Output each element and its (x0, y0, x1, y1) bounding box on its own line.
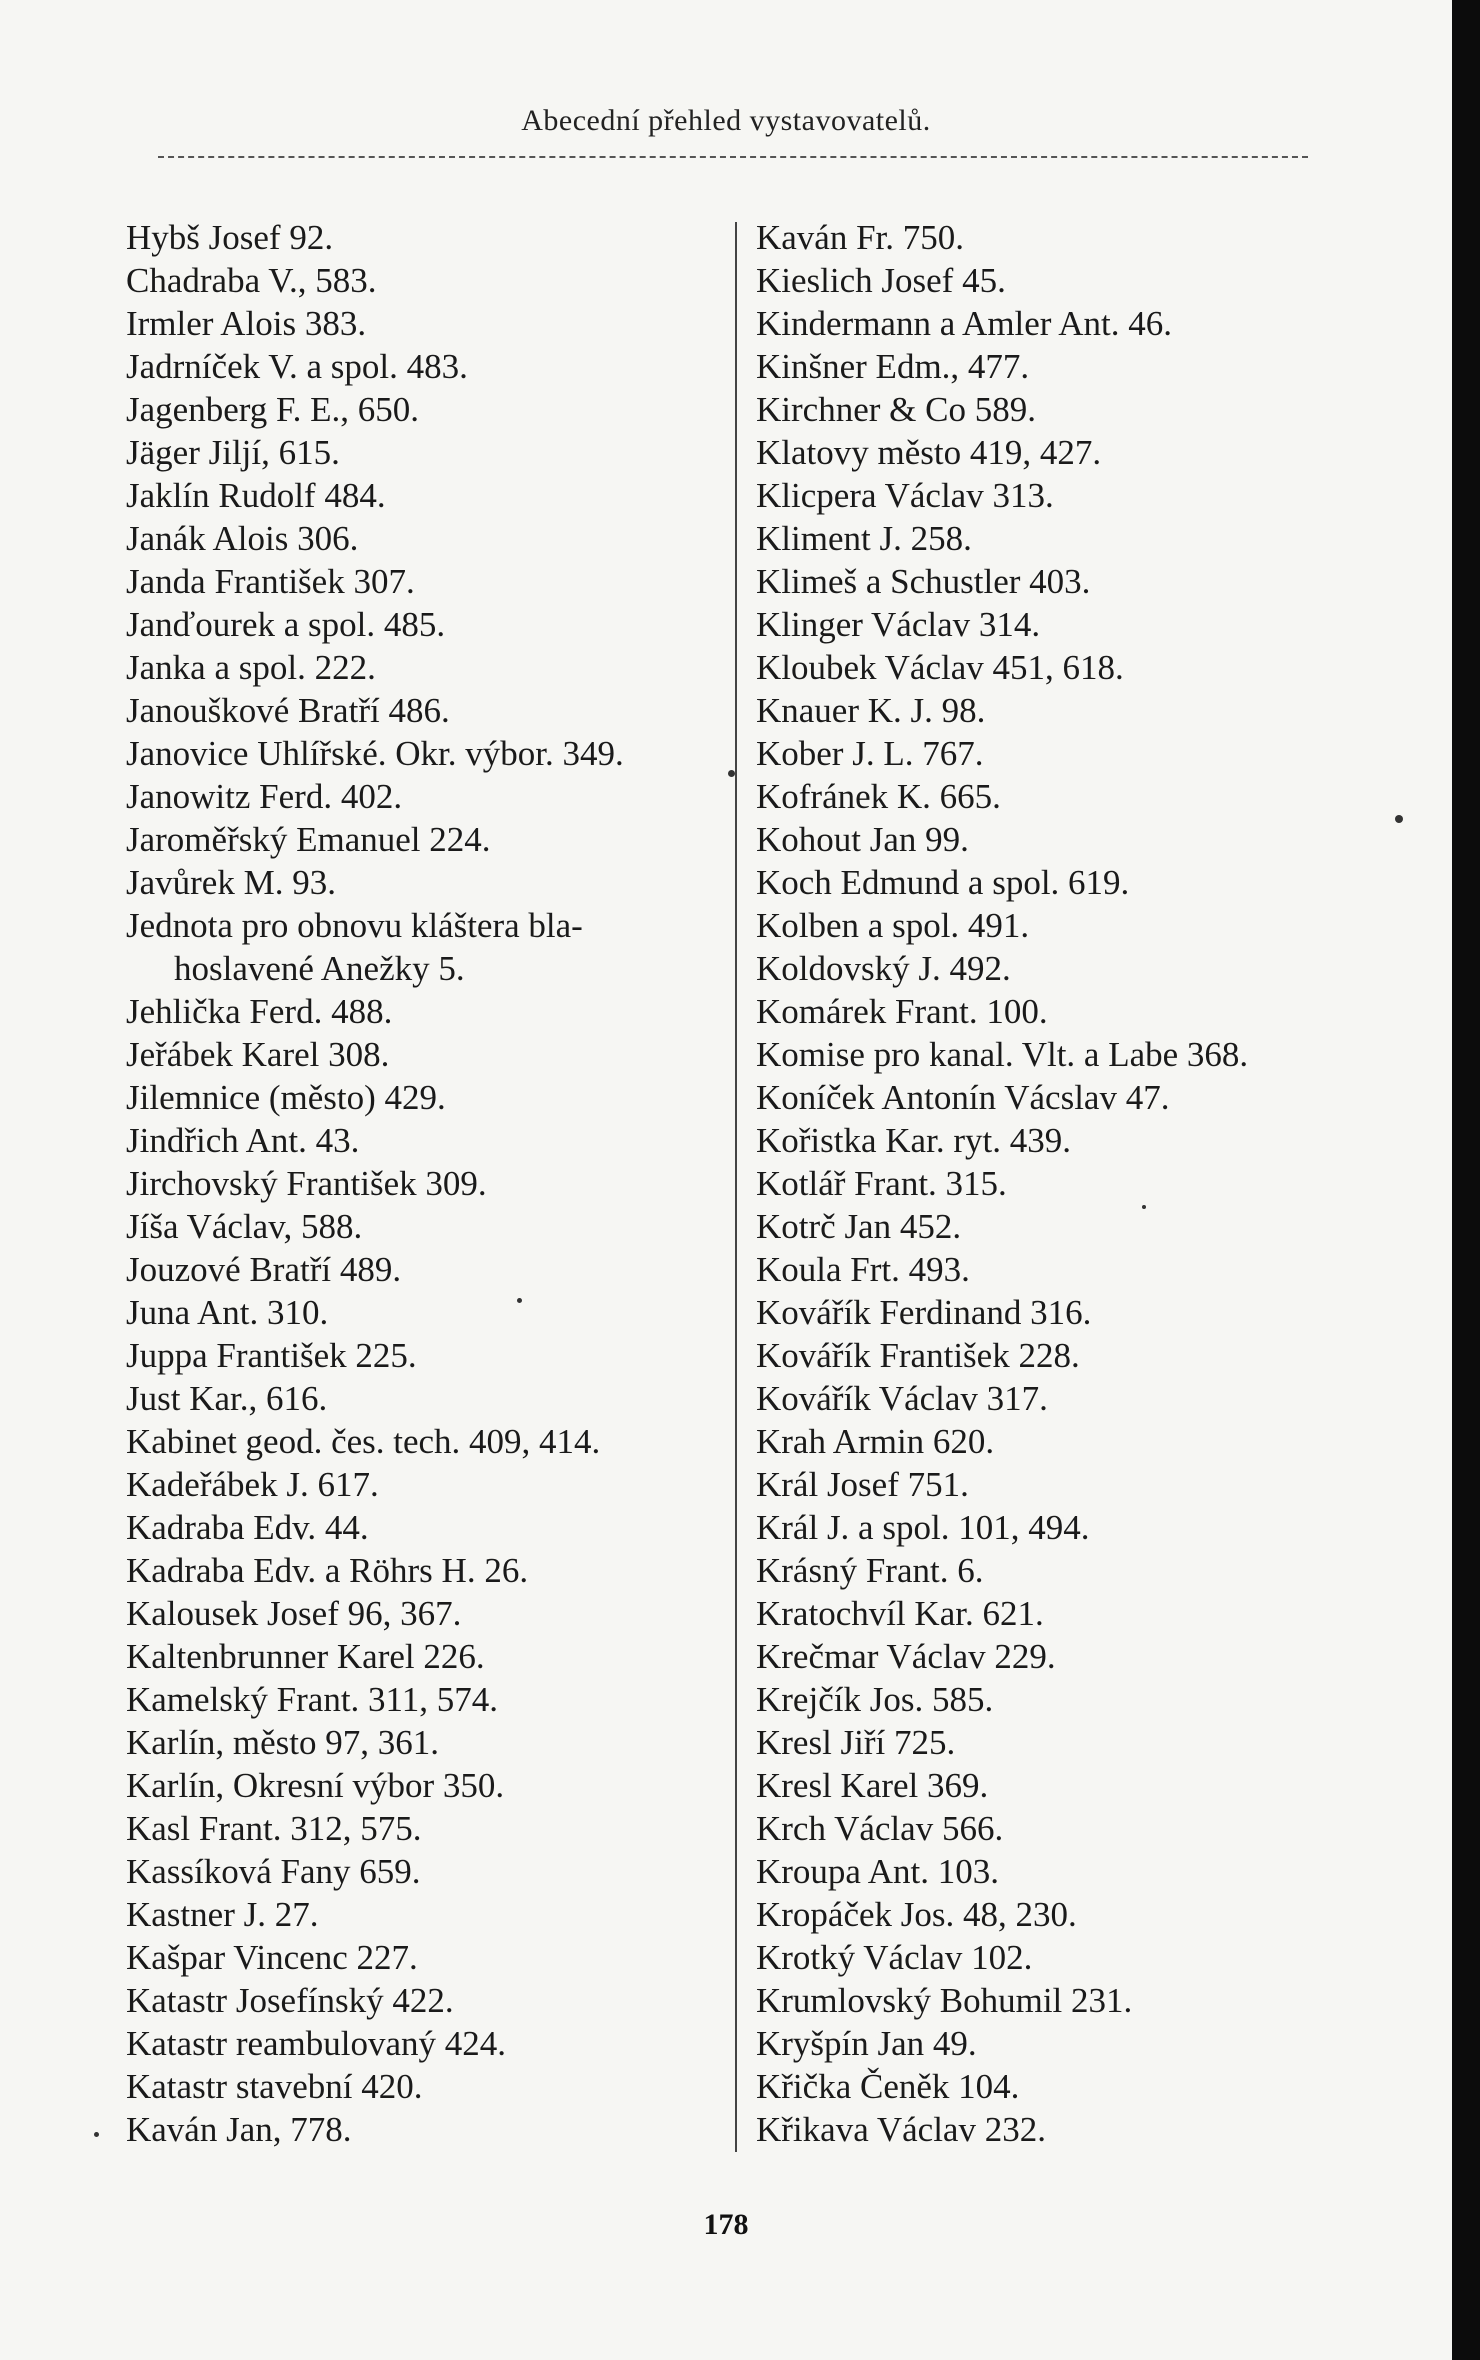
index-entry: Jeřábek Karel 308. (126, 1035, 390, 1074)
index-entry: Kalousek Josef 96, 367. (126, 1594, 462, 1633)
index-entry: Koldovský J. 492. (756, 949, 1011, 988)
index-entry: Kresl Jiří 725. (756, 1723, 956, 1762)
index-entry: Kašpar Vincenc 227. (126, 1938, 418, 1977)
index-entry: Kaván Fr. 750. (756, 218, 965, 257)
column-divider (735, 222, 737, 2152)
index-entry: Kinšner Edm., 477. (756, 347, 1030, 386)
index-entry: Jaroměřský Emanuel 224. (126, 820, 491, 859)
index-entry: Král J. a spol. 101, 494. (756, 1508, 1090, 1547)
index-entry: Kropáček Jos. 48, 230. (756, 1895, 1077, 1934)
index-entry: Kresl Karel 369. (756, 1766, 989, 1805)
index-entry: Juna Ant. 310. (126, 1293, 329, 1332)
index-entry: Kovářík Václav 317. (756, 1379, 1048, 1418)
index-entry-continuation: hoslavené Anežky 5. (174, 949, 465, 988)
index-entry: Knauer K. J. 98. (756, 691, 986, 730)
print-speck (1395, 815, 1403, 823)
index-entry: Kaltenbrunner Karel 226. (126, 1637, 485, 1676)
index-entry: Jirchovský František 309. (126, 1164, 487, 1203)
index-entry: Kloubek Václav 451, 618. (756, 648, 1124, 687)
index-entry: Koch Edmund a spol. 619. (756, 863, 1130, 902)
index-entry: Jilemnice (město) 429. (126, 1078, 446, 1117)
index-entry: Krotký Václav 102. (756, 1938, 1033, 1977)
index-entry: Krečmar Václav 229. (756, 1637, 1056, 1676)
index-entry: Karlín, Okresní výbor 350. (126, 1766, 505, 1805)
scan-edge (1452, 0, 1480, 2360)
index-entry: Kadraba Edv. 44. (126, 1508, 369, 1547)
index-entry: Kieslich Josef 45. (756, 261, 1006, 300)
index-entry: Kolben a spol. 491. (756, 906, 1030, 945)
index-entry: Kroupa Ant. 103. (756, 1852, 1000, 1891)
index-entry: Kassíková Fany 659. (126, 1852, 421, 1891)
print-speck (728, 770, 735, 777)
index-entry: Jadrníček V. a spol. 483. (126, 347, 468, 386)
index-entry: Janovice Uhlířské. Okr. výbor. 349. (126, 734, 624, 773)
index-entry: Kober J. L. 767. (756, 734, 984, 773)
index-entry: Kadeřábek J. 617. (126, 1465, 379, 1504)
index-entry: Krah Armin 620. (756, 1422, 995, 1461)
index-entry: Jäger Jiljí, 615. (126, 433, 340, 472)
index-entry: Juppa František 225. (126, 1336, 417, 1375)
index-entry: Jaklín Rudolf 484. (126, 476, 386, 515)
index-entry: Janda František 307. (126, 562, 415, 601)
index-entry: Kofránek K. 665. (756, 777, 1001, 816)
index-entry: Kryšpín Jan 49. (756, 2024, 977, 2063)
index-entry: Komise pro kanal. Vlt. a Labe 368. (756, 1035, 1249, 1074)
index-entry: Jouzové Bratří 489. (126, 1250, 402, 1289)
index-entry: Král Josef 751. (756, 1465, 969, 1504)
index-entry: Kotlář Frant. 315. (756, 1164, 1007, 1203)
index-entry: Kaván Jan, 778. (126, 2110, 352, 2149)
index-entry: Kotrč Jan 452. (756, 1207, 962, 1246)
index-entry: Jíša Václav, 588. (126, 1207, 363, 1246)
index-entry: Kastner J. 27. (126, 1895, 319, 1934)
index-entry: Klinger Václav 314. (756, 605, 1041, 644)
index-entry: Janák Alois 306. (126, 519, 359, 558)
index-entry: Kindermann a Amler Ant. 46. (756, 304, 1173, 343)
index-column-right (756, 216, 1356, 2151)
index-entry: Krumlovský Bohumil 231. (756, 1981, 1133, 2020)
index-entry: Just Kar., 616. (126, 1379, 328, 1418)
index-entry: Krch Václav 566. (756, 1809, 1004, 1848)
index-entry: Katastr reambulovaný 424. (126, 2024, 507, 2063)
index-entry: Koula Frt. 493. (756, 1250, 970, 1289)
print-speck (94, 2132, 99, 2137)
index-entry: Kirchner & Co 589. (756, 390, 1036, 429)
index-entry: Jednota pro obnovu kláštera bla- (126, 906, 583, 945)
index-entry: Krejčík Jos. 585. (756, 1680, 994, 1719)
index-entry: Janka a spol. 222. (126, 648, 376, 687)
header-rule (158, 156, 1308, 158)
index-entry: Křička Čeněk 104. (756, 2067, 1020, 2106)
index-entry: Jehlička Ferd. 488. (126, 992, 393, 1031)
index-entry: Janďourek a spol. 485. (126, 605, 446, 644)
index-entry: Kadraba Edv. a Röhrs H. 26. (126, 1551, 529, 1590)
index-entry: Křikava Václav 232. (756, 2110, 1046, 2149)
index-entry: Kabinet geod. čes. tech. 409, 414. (126, 1422, 601, 1461)
index-entry: Kliment J. 258. (756, 519, 972, 558)
index-entry: Komárek Frant. 100. (756, 992, 1048, 1031)
print-speck (517, 1298, 522, 1303)
index-entry: Kovářík František 228. (756, 1336, 1080, 1375)
index-entry: Irmler Alois 383. (126, 304, 367, 343)
index-entry: Klatovy město 419, 427. (756, 433, 1102, 472)
print-speck (1142, 1205, 1146, 1209)
index-entry: Karlín, město 97, 361. (126, 1723, 440, 1762)
index-entry: Kratochvíl Kar. 621. (756, 1594, 1044, 1633)
index-entry: Kořistka Kar. ryt. 439. (756, 1121, 1071, 1160)
index-entry: Katastr stavební 420. (126, 2067, 423, 2106)
index-entry: Klicpera Václav 313. (756, 476, 1054, 515)
page-number: 178 (703, 2208, 749, 2241)
index-entry: Koníček Antonín Vácslav 47. (756, 1078, 1170, 1117)
index-entry: Kamelský Frant. 311, 574. (126, 1680, 498, 1719)
index-entry: Hybš Josef 92. (126, 218, 334, 257)
index-entry: Janouškové Bratří 486. (126, 691, 450, 730)
index-entry: Janowitz Ferd. 402. (126, 777, 403, 816)
index-entry: Kasl Frant. 312, 575. (126, 1809, 422, 1848)
index-entry: Katastr Josefínský 422. (126, 1981, 454, 2020)
index-column-left (126, 216, 726, 2151)
index-entry: Javůrek M. 93. (126, 863, 336, 902)
index-entry: Kovářík Ferdinand 316. (756, 1293, 1092, 1332)
index-entry: Krásný Frant. 6. (756, 1551, 984, 1590)
page-header: Abecední přehled vystavovatelů. (521, 104, 931, 137)
index-entry: Klimeš a Schustler 403. (756, 562, 1091, 601)
index-entry: Chadraba V., 583. (126, 261, 377, 300)
index-entry: Jindřich Ant. 43. (126, 1121, 360, 1160)
index-entry: Kohout Jan 99. (756, 820, 969, 859)
index-entry: Jagenberg F. E., 650. (126, 390, 420, 429)
